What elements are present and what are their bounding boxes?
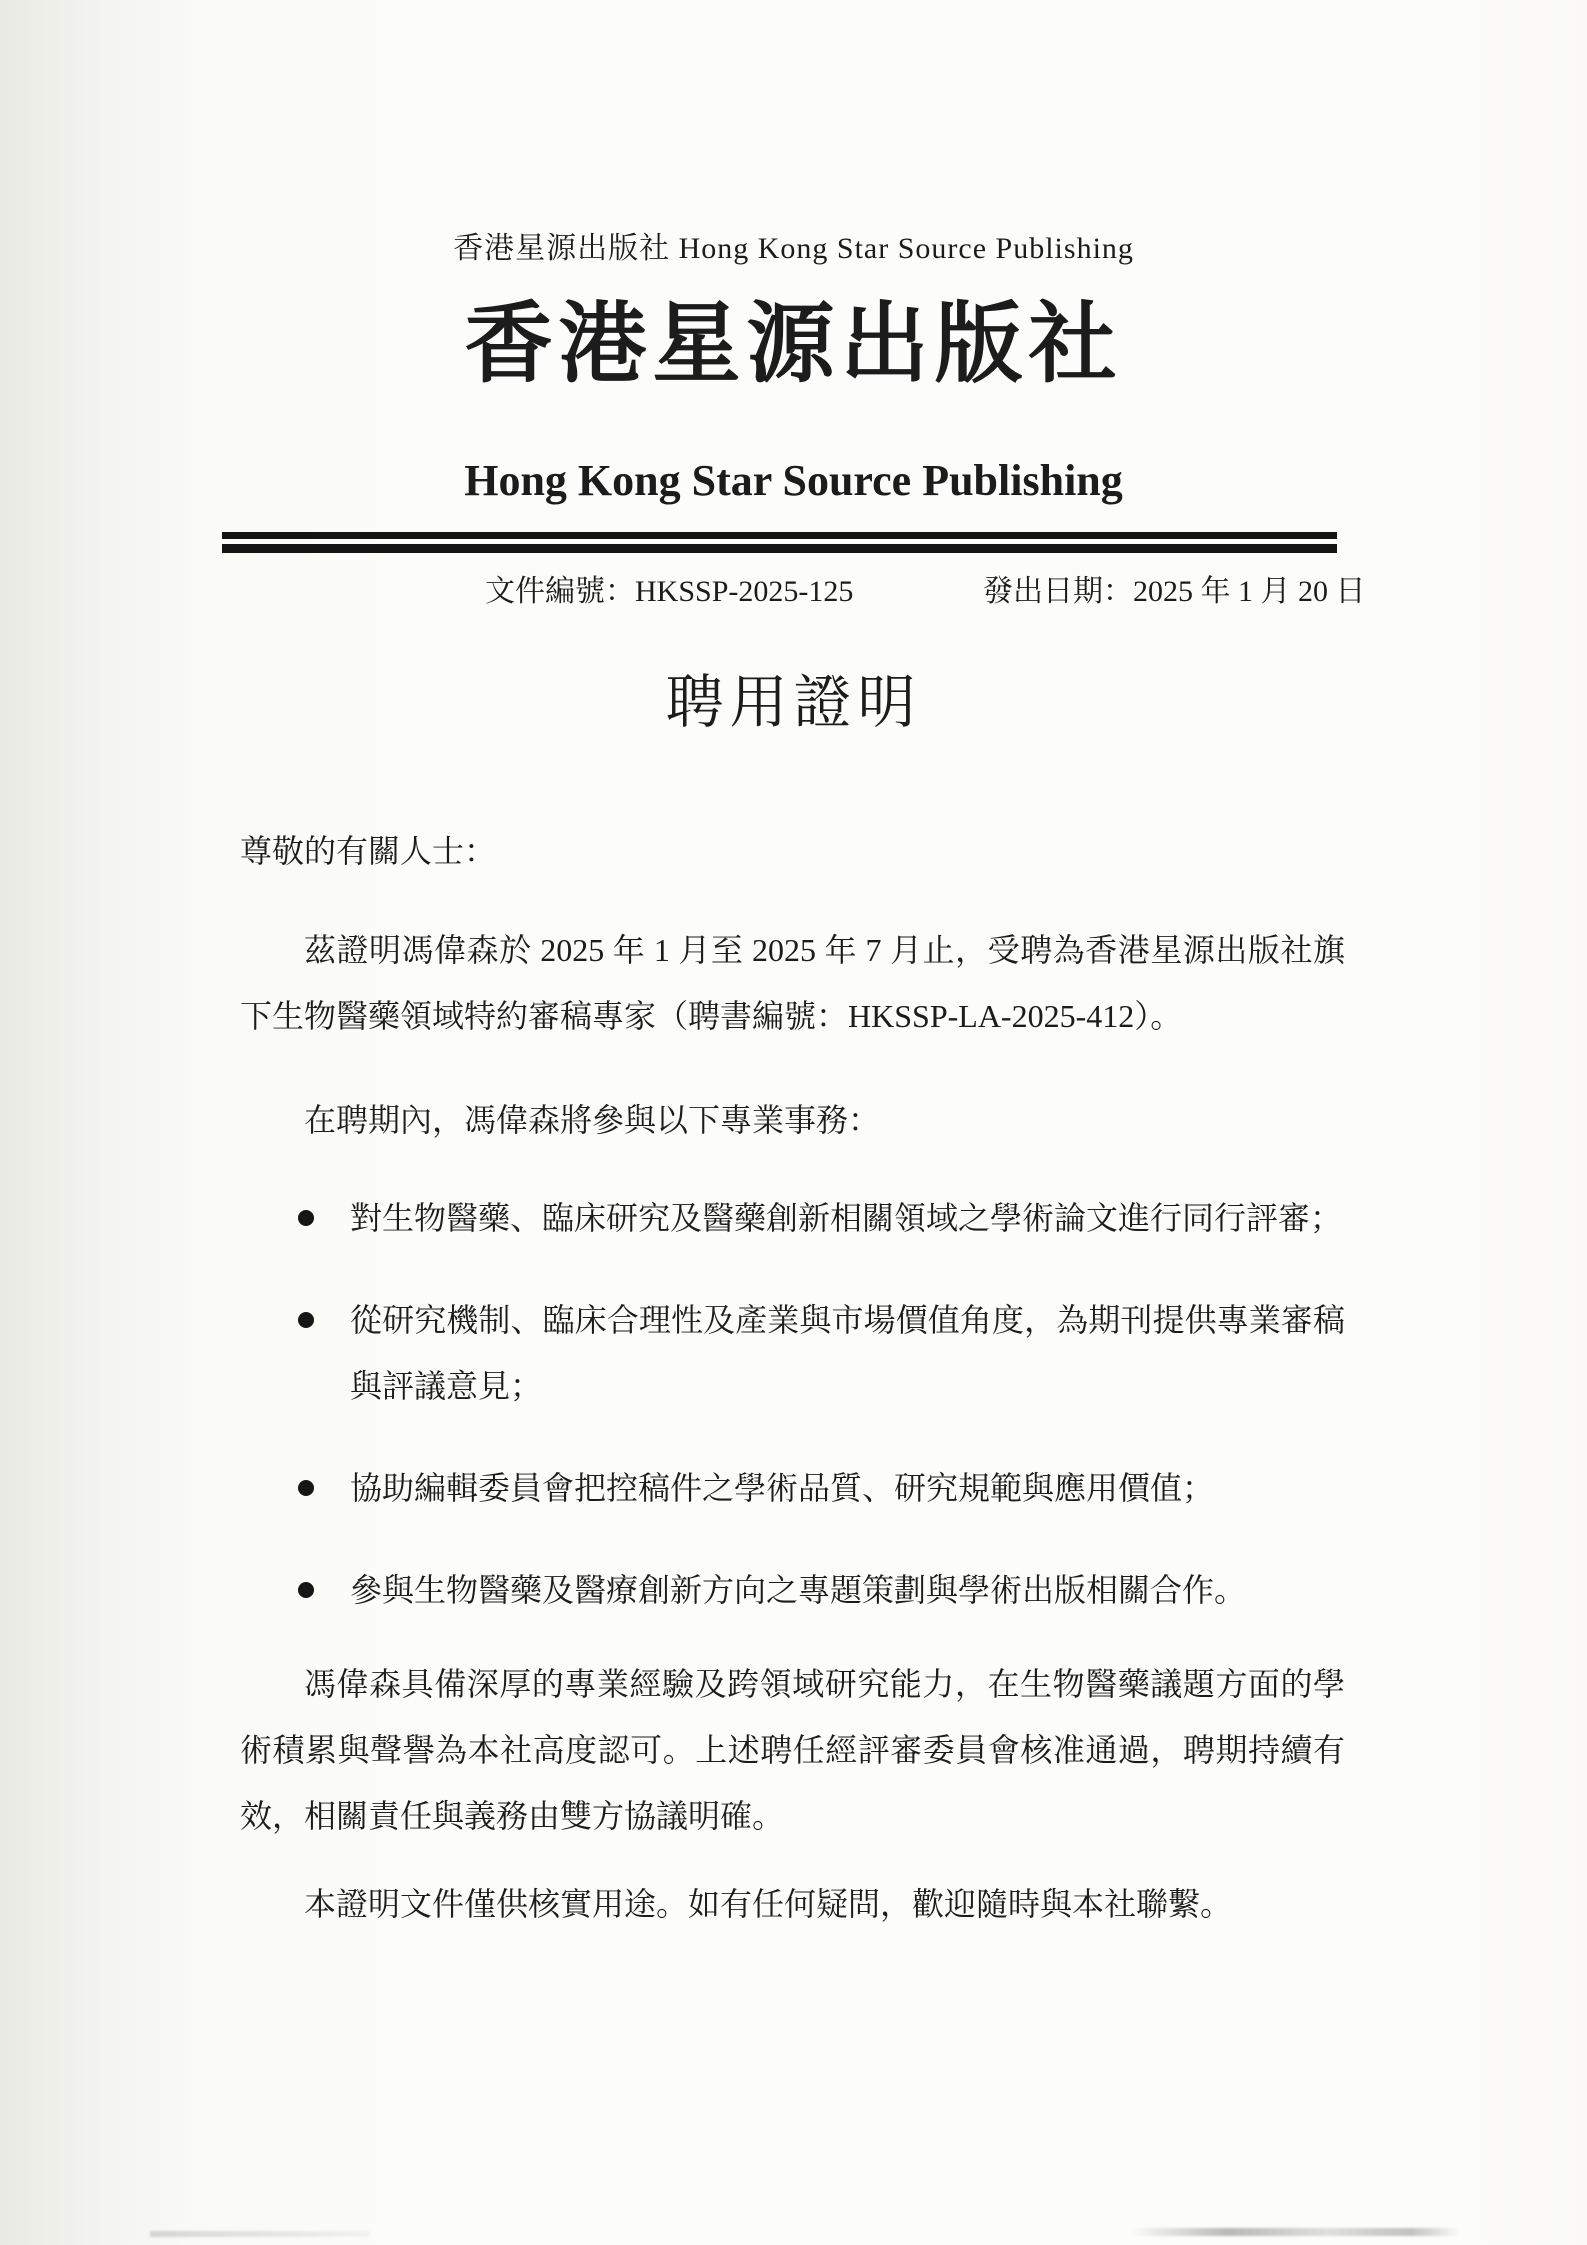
list-item — [240, 1557, 1345, 1623]
paragraph-appointment-statement: 茲證明馮偉森於 2025 年 1 月至 2025 年 7 月止，受聘為香港星源出版社旗下生物醫藥領域特約審稿專家（聘書編號：HKSSP-LA-2025-412）。 — [240, 932, 1345, 1034]
issue-date: 發出日期：2025 年 1 月 20 日 — [983, 575, 1366, 608]
paragraph-duties-lead: 在聘期內，馮偉森將參與以下專業事務： — [304, 1102, 881, 1138]
letterhead-brand-english: Hong Kong Star Source Publishing — [464, 456, 1123, 505]
paragraph-closing: 本證明文件僅供核實用途。如有任何疑問，歡迎隨時與本社聯繫。 — [304, 1886, 1233, 1922]
bullet-icon — [298, 1210, 314, 1226]
duty-text: 對生物醫藥、臨床研究及醫藥創新相關領域之學術論文進行同行評審； — [350, 1200, 1343, 1236]
letterhead-org-line: 香港星源出版社 Hong Kong Star Source Publishing — [453, 232, 1134, 265]
list-item — [240, 1455, 1345, 1521]
bullet-icon — [298, 1582, 314, 1598]
duties-list — [240, 1185, 1345, 1623]
scan-bottom-smudge — [1130, 2228, 1460, 2236]
list-item — [240, 1185, 1345, 1251]
salutation: 尊敬的有關人士： — [240, 833, 497, 869]
certificate-body — [0, 818, 1587, 1937]
letterhead-brand-chinese: 香港星源出版社 — [464, 297, 1123, 394]
document-meta-row — [0, 575, 1587, 609]
document-number: 文件編號：HKSSP-2025-125 — [485, 575, 854, 608]
bullet-icon — [298, 1312, 314, 1328]
duty-text: 協助編輯委員會把控稿件之學術品質、研究規範與應用價值； — [350, 1470, 1215, 1506]
bullet-icon — [298, 1480, 314, 1496]
letterhead-double-rule — [222, 532, 1337, 553]
duty-text: 參與生物醫藥及醫療創新方向之專題策劃與學術出版相關合作。 — [350, 1572, 1247, 1608]
duty-text: 從研究機制、臨床合理性及產業與市場價值角度，為期刊提供專業審稿與評議意見； — [350, 1302, 1345, 1404]
paragraph-endorsement: 馮偉森具備深厚的專業經驗及跨領域研究能力，在生物醫藥議題方面的學術積累與聲譽為本社高度認可。上述聘任經評審委員會核准通過，聘期持續有效，相關責任與義務由雙方協議明確。 — [240, 1666, 1345, 1834]
list-item — [240, 1287, 1345, 1419]
scan-bottom-left-smudge — [150, 2231, 370, 2237]
certificate-title: 聘用證明 — [665, 670, 922, 735]
